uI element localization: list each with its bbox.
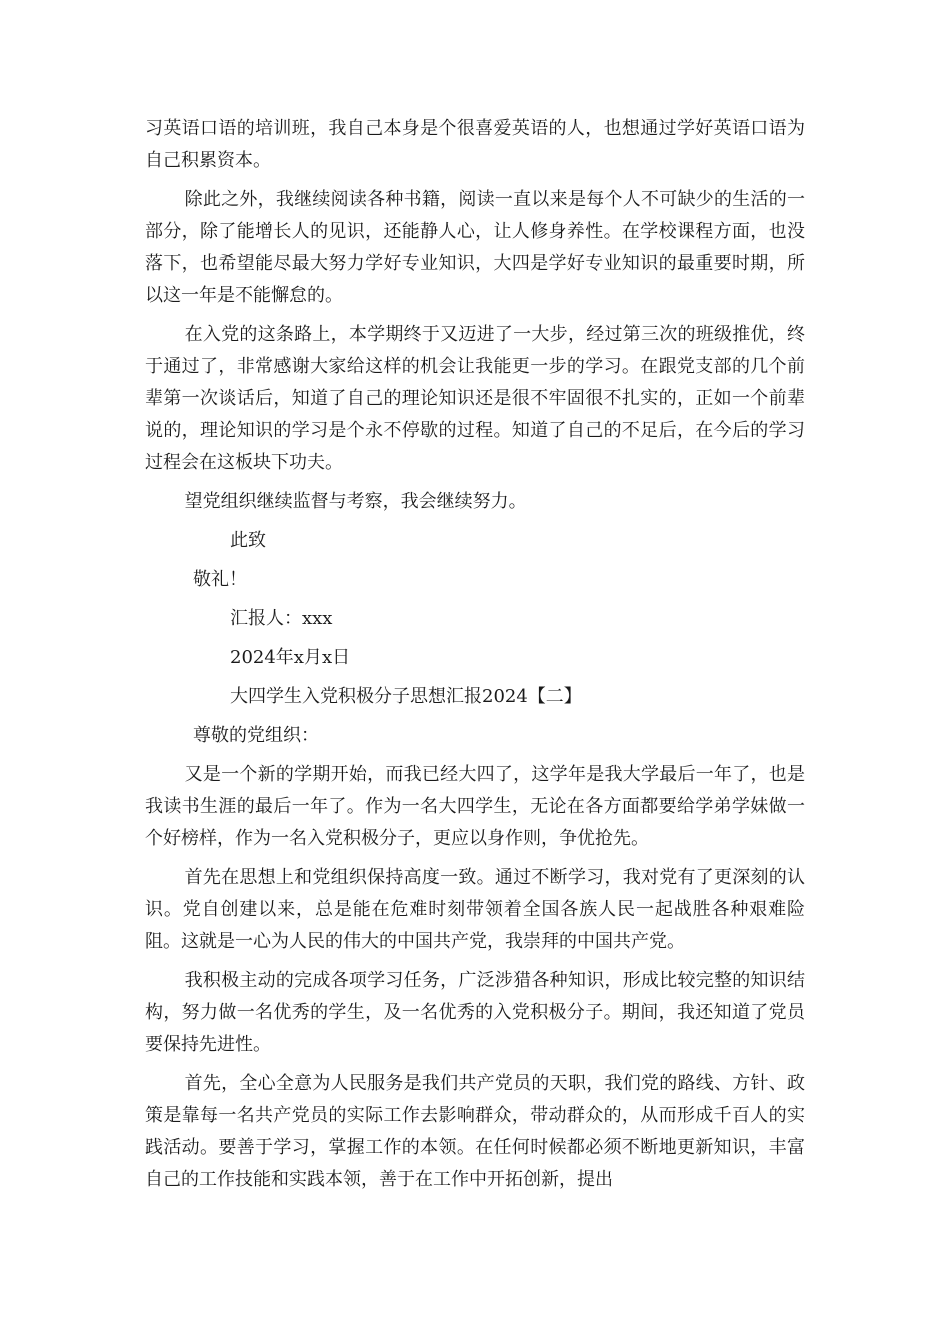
paragraph-hope: 望党组织继续监督与考察，我会继续努力。 bbox=[184, 491, 527, 512]
paragraph-reading: 除此之外，我继续阅读各种书籍，阅读一直以来是每个人不可缺少的生活的一部分，除了能增长人的见识，还能静人心，让人修身养性。在学校课程方面，也没落下，也希望能尽最大努力学好专业知识，大四是学好专业知识的最重要时期，所以这一年是不能懈怠的。 bbox=[145, 189, 805, 306]
reporter-signature: 汇报人：xxx bbox=[230, 608, 333, 629]
salutation: 尊敬的党组织： bbox=[193, 725, 319, 746]
closing-jing-li: 敬礼！ bbox=[193, 569, 247, 590]
section-title: 大四学生入党积极分子思想汇报2024【二】 bbox=[230, 686, 582, 707]
paragraph-study-tasks: 我积极主动的完成各项学习任务，广泛涉猎各种知识，形成比较完整的知识结构，努力做一名优秀的学生，及一名优秀的入党积极分子。期间，我还知道了党员要保持先进性。 bbox=[145, 970, 805, 1055]
paragraph-ideology: 首先在思想上和党组织保持高度一致。通过不断学习，我对党有了更深刻的认识。党自创建以来，总是能在危难时刻带领着全国各族人民一起战胜各种艰难险阻。这就是一心为人民的伟大的中国共产党，我崇拜的中国共产党。 bbox=[145, 867, 805, 952]
paragraph-serve-people: 首先，全心全意为人民服务是我们共产党员的天职，我们党的路线、方针、政策是靠每一名共产党员的实际工作去影响群众，带动群众的，从而形成千百人的实践活动。要善于学习，掌握工作的本领。在任何时候都必须不断地更新知识，丰富自己的工作技能和实践本领，善于在工作中开拓创新，提出 bbox=[145, 1073, 805, 1190]
closing-ci-zhi: 此致 bbox=[230, 530, 266, 551]
paragraph-new-semester: 又是一个新的学期开始，而我已经大四了，这学年是我大学最后一年了，也是我读书生涯的最后一年了。作为一名大四学生，无论在各方面都要给学弟学妹做一个好榜样，作为一名入党积极分子，更应以身作则，争优抢先。 bbox=[145, 764, 805, 849]
paragraph-party-progress: 在入党的这条路上，本学期终于又迈进了一大步，经过第三次的班级推优，终于通过了，非常感谢大家给这样的机会让我能更一步的学习。在跟党支部的几个前辈第一次谈话后，知道了自己的理论知识还是很不牢固很不扎实的，正如一个前辈说的，理论知识的学习是个永不停歇的过程。知道了自己的不足后，在今后的学习过程会在这板块下功夫。 bbox=[145, 324, 805, 473]
document-page bbox=[145, 113, 805, 1203]
paragraph-continued: 习英语口语的培训班，我自己本身是个很喜爱英语的人，也想通过学好英语口语为自己积累资本。 bbox=[145, 118, 805, 171]
report-date: 2024年x月x日 bbox=[230, 647, 351, 668]
